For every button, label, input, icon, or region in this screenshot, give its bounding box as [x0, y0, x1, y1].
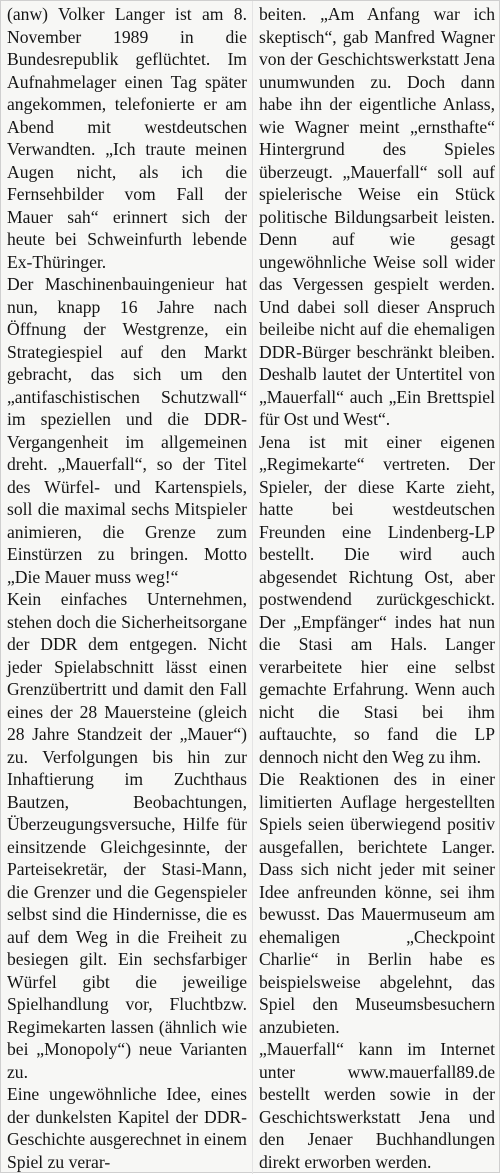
article-paragraph: (anw) Volker Langer ist am 8. November 1989 in die Bundesrepublik geflüchtet. Im Aufnahmelager einen Tag später angekommen, telefonierte er am Abend mit westdeutschen Verwandten. „Ich traute meinen Augen nicht, als ich die Fernsehbilder vom Fall der Mauer sah“ erinnert sich der heute bei Schweinfurth lebende Ex-Thüringer.	[7, 4, 247, 272]
article-paragraph: Die Reaktionen des in einer limitierten Auflage hergestellten Spiels seien überwiegend positiv ausgefallen, berichtete Langer. Dass sich nicht jeder mit seiner Idee anfreunden könne, sei ihm bewusst. Das Mauermuseum am ehemaligen „Checkpoint Charlie“ in Berlin habe es beispielsweise abgelehnt, das Spiel den Museumsbesuchern anzubieten.	[259, 769, 495, 1037]
article-paragraph: Kein einfaches Unternehmen, stehen doch die Sicherheitsorgane der DDR dem entgegen. Nicht jeder Spielabschnitt lässt einen Grenzübertritt und damit den Fall eines der 28 Mauersteine (gleich 28 Jahre Standzeit der „Mauer“) zu. Verfolgungen bis hin zur Inhaftierung im Zuchthaus Bautzen, Beobachtungen, Überzeugungsversuche, Hilfe für einsitzende Gleichgesinnte, der Parteisekretär, der Stasi-Mann, die Grenzer und die Gegenspieler selbst sind die Hindernisse, die es auf dem Weg in die Freiheit zu besiegen gilt. Ein sechsfarbiger Würfel gibt die jeweilige Spielhandlung vor, Fluchtbzw. Regimekarten lassen (ähnlich wie bei „Monopoly“) neue Varianten zu.	[7, 589, 247, 1082]
article-right-column	[259, 3, 495, 1173]
article-paragraph: „Mauerfall“ kann im Internet unter www.mauerfall89.de bestellt werden sowie in der Geschichtswerkstatt Jena und den Jenaer Buchhandlungen direkt erworben werden.	[259, 1039, 495, 1172]
article-paragraph: Jena ist mit einer eigenen „Regimekarte“ vertreten. Der Spieler, der diese Karte zieht, hatte bei westdeutschen Freunden eine Lindenberg-LP bestellt. Die wird auch abgesendet Richtung Ost, aber postwendend zurückgeschickt. Der „Empfänger“ indes hat nun die Stasi am Hals. Langer verarbeitete hier eine selbst gemachte Erfahrung. Wenn auch nicht die Stasi bei ihm auftauchte, so fand die LP dennoch nicht den Weg zu ihm.	[259, 431, 495, 767]
article-paragraph: Der Maschinenbauingenieur hat nun, knapp 16 Jahre nach Öffnung der Westgrenze, ein Strategiespiel auf den Markt gebracht, das sich um den „antifaschistischen Schutzwall“ im speziellen und die DDR-Vergangenheit im allgemeinen dreht. „Mauerfall“, so der Titel des Würfel- und Kartenspiels, soll die maximal sechs Mitspieler animieren, die Grenze zum Einstürzen zu bringen. Motto „Die Mauer muss weg!“	[7, 274, 247, 587]
article-left-column	[7, 3, 247, 1173]
article-paragraph: beiten. „Am Anfang war ich skeptisch“, gab Manfred Wagner von der Geschichtswerkstatt Jena unumwunden zu. Doch dann habe ihn der eigentliche Anlass, wie Wagner meint „ernsthafte“ Hintergrund des Spieles überzeugt. „Mauerfall“ soll auf spielerische Weise ein Stück politische Bildungsarbeit leisten. Denn auf wie gesagt ungewöhnliche Weise soll wider das Vergessen gespielt werden. Und dabei soll dieser Anspruch beileibe nicht auf die ehemaligen DDR-Bürger beschränkt bleiben. Deshalb lautet der Untertitel von „Mauerfall“ auch „Ein Brettspiel für Ost und West“.	[259, 4, 495, 429]
article-paragraph: Eine ungewöhnliche Idee, eines der dunkelsten Kapitel der DDR-Geschichte ausgerechnet in einem Spiel zu verar-	[7, 1084, 247, 1172]
column-gutter	[252, 1, 253, 1174]
